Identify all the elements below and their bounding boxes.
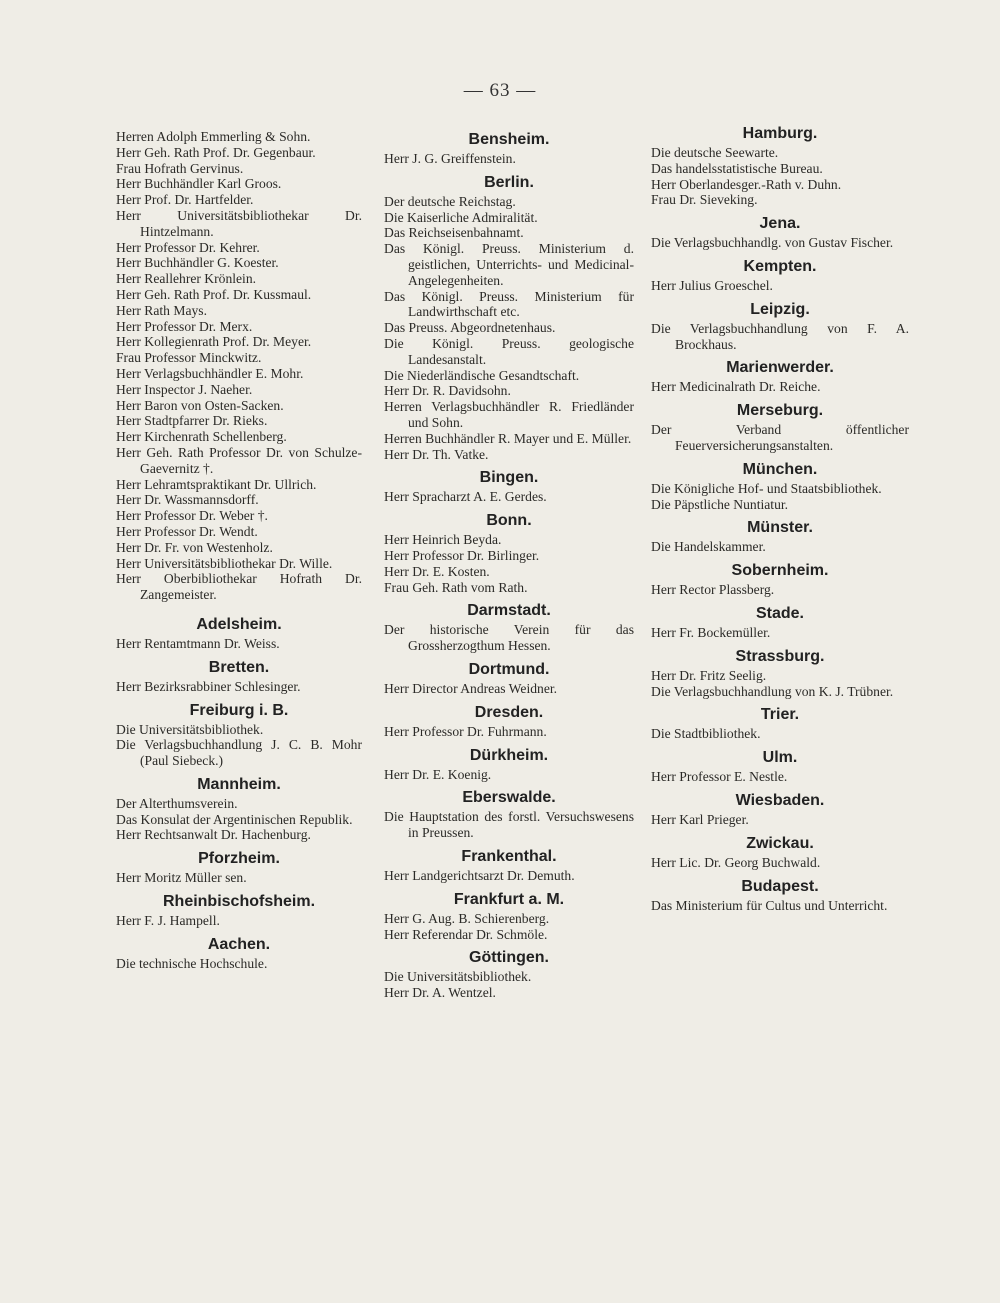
subscriber-entry: Das Konsulat der Argentinischen Republik. — [116, 811, 353, 827]
subscriber-entry: Herr Professor E. Nestle. — [651, 769, 788, 785]
place-heading: Rheinbischofsheim. — [162, 893, 316, 911]
subscriber-entry: Der historische Verein für das Grossherzogthum Hessen. — [384, 622, 634, 654]
subscriber-entry: Der deutsche Reichstag. — [384, 193, 516, 209]
subscriber-entry: Herr Stadtpfarrer Dr. Rieks. — [116, 413, 268, 429]
subscriber-entry: Herr Inspector J. Naeher. — [116, 381, 253, 397]
subscriber-entry: Die Verlagsbuchhandlung von K. J. Trübner. — [651, 683, 894, 699]
subscriber-entry: Herr Verlagsbuchhändler E. Mohr. — [116, 365, 304, 381]
subscriber-entry: Herr Dr. Fritz Seelig. — [651, 667, 767, 683]
place-heading: Bretten. — [208, 658, 270, 676]
subscriber-entry: Das Reichseisenbahnamt. — [384, 225, 524, 241]
place-section — [384, 173, 634, 463]
subscriber-entry: Herr Dr. E. Koenig. — [384, 766, 492, 782]
place-heading: Göttingen. — [469, 949, 549, 967]
subscriber-entry: Herr Dr. R. Davidsohn. — [384, 383, 511, 399]
column-3 — [651, 124, 909, 913]
subscriber-entry: Die Handelskammer. — [651, 539, 766, 555]
subscriber-entry: Herr Professor Dr. Kehrer. — [116, 239, 260, 255]
place-section — [651, 460, 909, 513]
place-section — [651, 647, 909, 700]
subscriber-entry: Frau Geh. Rath vom Rath. — [384, 579, 528, 595]
place-section — [651, 604, 909, 641]
place-section — [384, 130, 634, 167]
subscriber-entry: Herr Referendar Dr. Schmöle. — [384, 926, 548, 942]
page-number: — 63 — — [463, 80, 537, 101]
subscriber-entry: Herr Rentamtmann Dr. Weiss. — [116, 635, 280, 651]
subscriber-entry: Herr Dr. Th. Vatke. — [384, 446, 489, 462]
subscriber-entry: Das Königl. Preuss. Ministerium d. geistlichen, Unterrichts- und Medicinal-Angelegenheiten. — [384, 241, 634, 288]
place-heading: Stade. — [755, 604, 804, 622]
subscriber-entry: Herr Rector Plassberg. — [651, 582, 775, 598]
subscriber-entry: Herr Oberbibliothekar Hofrath Dr. Zangemeister. — [116, 571, 362, 603]
place-section — [651, 300, 909, 353]
subscriber-entry: Herr Buchhändler Karl Groos. — [116, 176, 282, 192]
subscriber-entry: Frau Professor Minckwitz. — [116, 350, 262, 366]
subscriber-entry: Die Hauptstation des forstl. Versuchswesens in Preussen. — [384, 809, 634, 841]
subscriber-entry: Die Verlagsbuchhandlg. von Gustav Fischer. — [651, 235, 894, 251]
subscriber-entry: Herr Prof. Dr. Hartfelder. — [116, 192, 254, 208]
place-heading: Münster. — [747, 519, 813, 537]
place-heading: Marienwerder. — [726, 359, 834, 377]
subscriber-entry: Die Königliche Hof- und Staatsbibliothek. — [651, 480, 882, 496]
subscriber-entry: Die Päpstliche Nuntiatur. — [651, 496, 789, 512]
subscriber-entry: Die Universitätsbibliothek. — [384, 969, 532, 985]
subscriber-entry: Herr Kollegienrath Prof. Dr. Meyer. — [116, 334, 312, 350]
place-section — [116, 658, 362, 695]
subscriber-entry: Herr Rath Mays. — [116, 302, 207, 318]
place-heading: Strassburg. — [735, 647, 825, 665]
place-heading: Darmstadt. — [467, 602, 551, 620]
place-heading: Ulm. — [762, 749, 798, 767]
subscriber-entry: Die Verlagsbuchhandlung von F. A. Brockhaus. — [651, 320, 909, 352]
subscriber-entry: Die Verlagsbuchhandlung J. C. B. Mohr (Paul Siebeck.) — [116, 737, 362, 769]
place-heading: Trier. — [760, 706, 800, 724]
place-heading: Dürkheim. — [469, 746, 549, 764]
place-section — [651, 877, 909, 914]
place-heading: Merseburg. — [736, 402, 824, 420]
place-heading: Bingen. — [479, 469, 539, 487]
subscriber-entry: Herr G. Aug. B. Schierenberg. — [384, 910, 550, 926]
place-section — [116, 701, 362, 769]
subscriber-entry: Herr Dr. Fr. von Westenholz. — [116, 539, 273, 555]
subscriber-entry: Herren Adolph Emmerling & Sohn. — [116, 129, 311, 144]
subscriber-entry: Herr Lic. Dr. Georg Buchwald. — [651, 854, 821, 870]
place-heading: Budapest. — [741, 877, 819, 895]
subscriber-entry: Frau Hofrath Gervinus. — [116, 160, 244, 176]
subscriber-entry: Herr Oberlandesger.-Rath v. Duhn. — [651, 176, 842, 192]
subscriber-entry: Die Stadtbibliothek. — [651, 726, 761, 742]
place-heading: Jena. — [759, 215, 801, 233]
subscriber-entry: Herr Heinrich Beyda. — [384, 532, 502, 548]
place-heading: Frankenthal. — [461, 847, 557, 865]
subscriber-entry: Herr Baron von Osten-Sacken. — [116, 397, 284, 413]
place-heading: Pforzheim. — [198, 850, 280, 868]
subscriber-entry: Das Königl. Preuss. Ministerium für Landwirthschaft etc. — [384, 288, 634, 320]
subscriber-entry: Die deutsche Seewarte. — [651, 145, 779, 160]
subscriber-entry: Herr Kirchenrath Schellenberg. — [116, 429, 287, 445]
place-section — [384, 948, 634, 1001]
place-section — [651, 214, 909, 251]
place-section — [651, 705, 909, 742]
place-heading: Berlin. — [484, 173, 534, 191]
subscriber-entry: Der Verband öffentlicher Feuerversicherungsanstalten. — [651, 422, 909, 453]
subscriber-entry: Die Königl. Preuss. geologische Landesanstalt. — [384, 335, 634, 367]
place-section — [384, 788, 634, 841]
subscriber-entry: Herr J. G. Greiffenstein. — [384, 151, 516, 166]
subscriber-entry: Herr Julius Groeschel. — [651, 277, 773, 293]
place-section — [116, 849, 362, 886]
subscriber-entry: Herr Lehramtspraktikant Dr. Ullrich. — [116, 476, 317, 492]
place-section — [384, 746, 634, 783]
subscriber-entry: Die Universitätsbibliothek. — [116, 721, 264, 737]
subscriber-entry: Die Kaiserliche Admiralität. — [384, 209, 538, 225]
place-section — [384, 890, 634, 943]
place-section — [116, 892, 362, 929]
place-section — [651, 257, 909, 294]
subscriber-entry: Herr Bezirksrabbiner Schlesinger. — [116, 678, 301, 694]
place-section — [116, 615, 362, 652]
subscriber-entry: Herr Geh. Rath Prof. Dr. Gegenbaur. — [116, 144, 316, 160]
place-section — [384, 847, 634, 884]
place-section — [384, 468, 634, 505]
subscriber-entry: Herr Spracharzt A. E. Gerdes. — [384, 489, 547, 505]
subscriber-entry: Herr Universitätsbibliothekar Dr. Wille. — [116, 555, 333, 571]
subscriber-entry: Herr Geh. Rath Professor Dr. von Schulze-Gaevernitz †. — [116, 444, 362, 476]
place-section — [384, 601, 634, 654]
subscriber-entry: Die Niederländische Gesandtschaft. — [384, 367, 580, 383]
place-section — [116, 129, 362, 603]
subscriber-entry: Herr Director Andreas Weidner. — [384, 680, 558, 696]
subscriber-entry: Herr Dr. A. Wentzel. — [384, 985, 496, 1001]
subscriber-entry: Herr Landgerichtsarzt Dr. Demuth. — [384, 867, 575, 883]
place-section — [384, 703, 634, 740]
place-heading: Adelsheim. — [196, 615, 282, 633]
place-section — [116, 775, 362, 843]
subscriber-entry: Das Preuss. Abgeordnetenhaus. — [384, 320, 556, 336]
subscriber-entry: Der Alterthumsverein. — [116, 795, 238, 811]
place-heading: Kempten. — [743, 257, 817, 275]
subscriber-entry: Herr Professor Dr. Merx. — [116, 318, 253, 334]
column-2 — [384, 130, 634, 1001]
subscriber-entry: Herren Verlagsbuchhändler R. Friedländer und Sohn. — [384, 399, 634, 430]
place-heading: Bensheim. — [468, 131, 550, 148]
place-heading: Frankfurt a. M. — [453, 890, 565, 908]
subscriber-entry: Herr F. J. Hampell. — [116, 913, 220, 929]
subscriber-entry: Herr Professor Dr. Fuhrmann. — [384, 723, 547, 739]
place-section — [116, 935, 362, 972]
subscriber-entry: Herr Dr. Wassmannsdorff. — [116, 492, 259, 508]
subscriber-entry: Herr Professor Dr. Birlinger. — [384, 547, 540, 563]
subscriber-entry: Das Ministerium für Cultus und Unterricht. — [651, 897, 888, 913]
subscriber-entry: Die technische Hochschule. — [116, 955, 268, 971]
subscriber-entry: Herr Professor Dr. Weber †. — [116, 508, 268, 524]
subscriber-entry: Herr Karl Prieger. — [651, 811, 749, 827]
place-section — [651, 124, 909, 208]
subscriber-entry: Herr Universitätsbibliothekar Dr. Hintzelmann. — [116, 207, 362, 239]
place-heading: Bonn. — [486, 512, 532, 530]
place-heading: Hamburg. — [742, 125, 818, 142]
subscriber-entry: Herr Geh. Rath Prof. Dr. Kussmaul. — [116, 286, 312, 302]
subscriber-entry: Herr Professor Dr. Wendt. — [116, 523, 258, 539]
place-heading: Dortmund. — [468, 660, 550, 678]
place-heading: Eberswalde. — [462, 789, 556, 807]
place-heading: Wiesbaden. — [735, 791, 825, 809]
place-section — [651, 401, 909, 454]
place-section — [384, 511, 634, 595]
place-heading: Mannheim. — [197, 775, 281, 793]
place-heading: Freiburg i. B. — [189, 701, 289, 719]
place-section — [651, 791, 909, 828]
subscriber-entry: Herr Reallehrer Krönlein. — [116, 271, 257, 287]
place-heading: Sobernheim. — [731, 562, 829, 580]
place-section — [651, 561, 909, 598]
subscriber-entry: Herr Buchhändler G. Koester. — [116, 255, 279, 271]
subscriber-entry: Herr Dr. E. Kosten. — [384, 563, 490, 579]
place-section — [384, 660, 634, 697]
subscriber-entry: Frau Dr. Sieveking. — [651, 192, 758, 208]
place-heading: München. — [742, 460, 818, 478]
subscriber-entry: Herr Fr. Bockemüller. — [651, 624, 771, 640]
place-section — [651, 358, 909, 395]
subscriber-entry: Herr Moritz Müller sen. — [116, 870, 247, 886]
subscriber-entry: Das handelsstatistische Bureau. — [651, 160, 823, 176]
place-heading: Zwickau. — [746, 834, 814, 852]
place-section — [651, 518, 909, 555]
place-heading: Leipzig. — [750, 300, 810, 318]
column-1 — [116, 129, 362, 972]
subscriber-entry: Herren Buchhändler R. Mayer und E. Müller. — [384, 430, 632, 446]
subscriber-entry: Herr Rechtsanwalt Dr. Hachenburg. — [116, 827, 311, 843]
place-heading: Dresden. — [474, 703, 544, 721]
place-section — [651, 834, 909, 871]
place-heading: Aachen. — [207, 935, 271, 953]
subscriber-entry: Herr Medicinalrath Dr. Reiche. — [651, 379, 821, 395]
place-section — [651, 748, 909, 785]
